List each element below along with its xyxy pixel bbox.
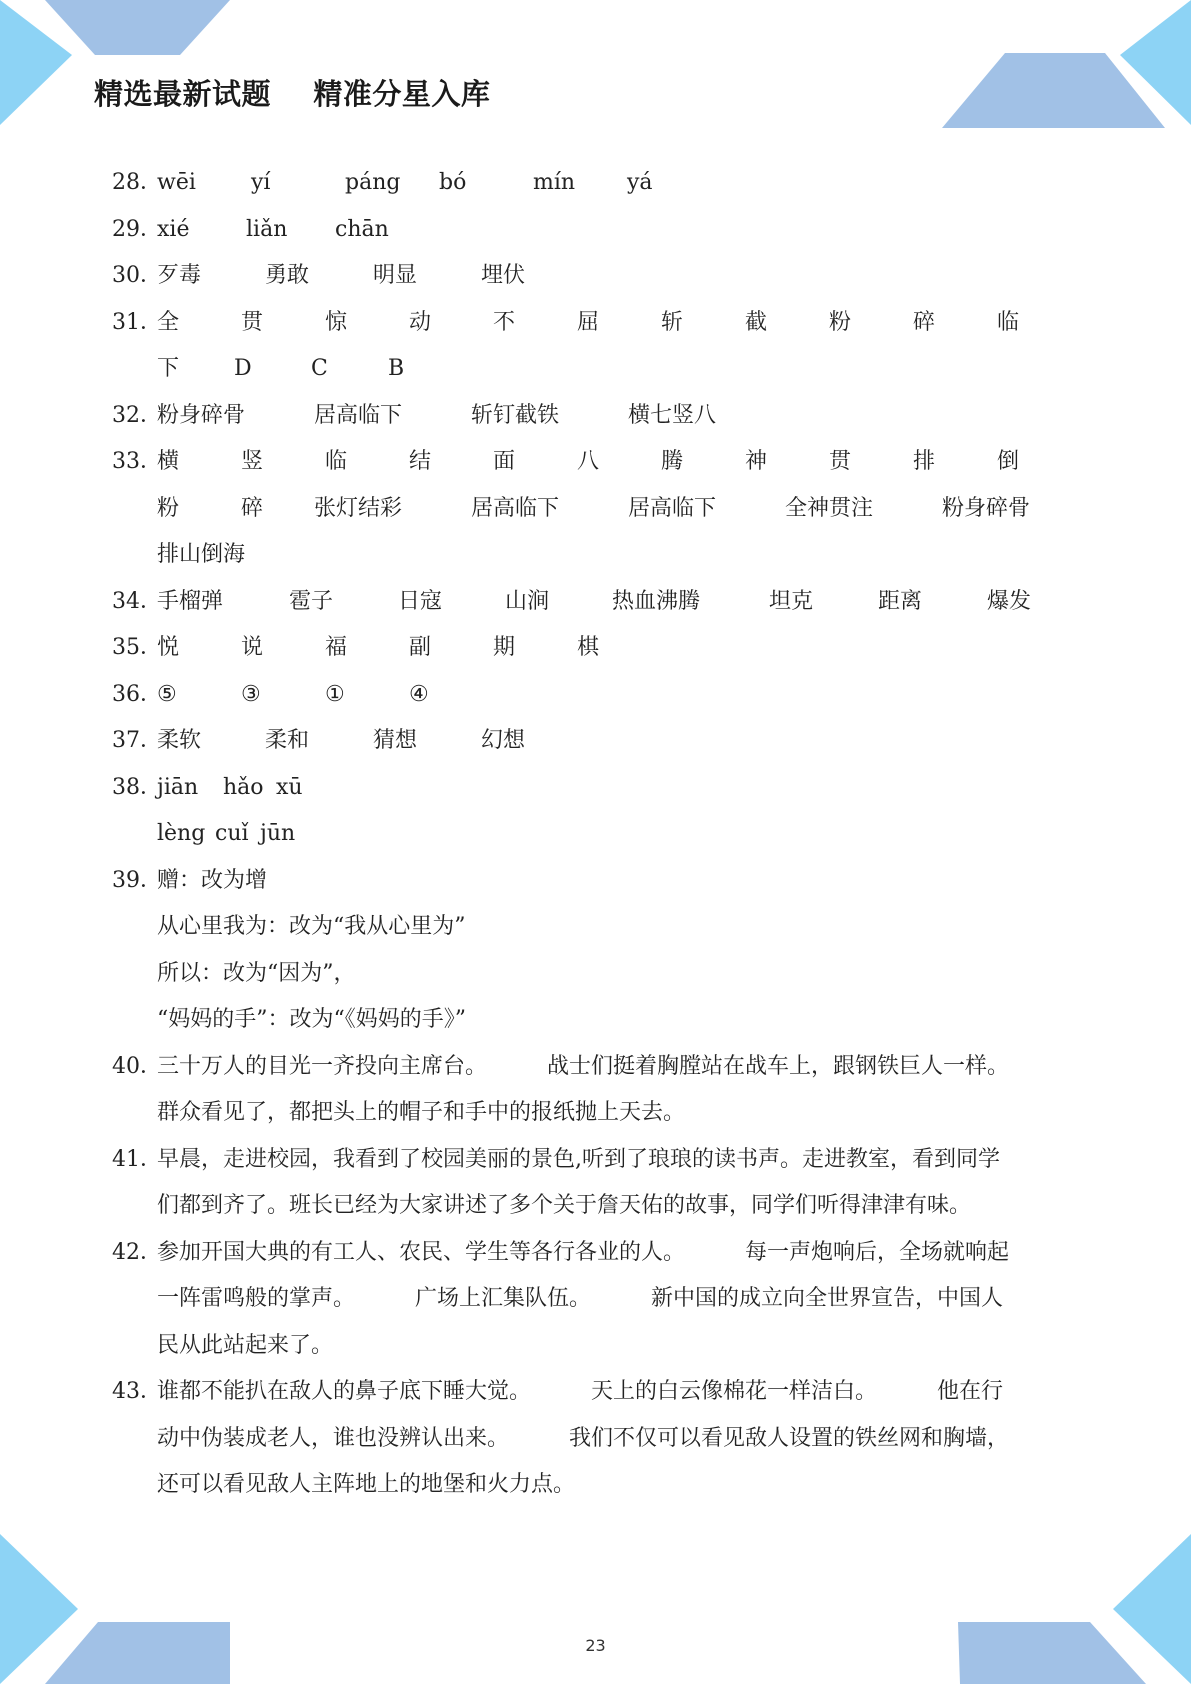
answer-cell: 贯 [241, 309, 264, 335]
answer-cell: 棋 [577, 635, 600, 660]
answer-cell: 斩 [661, 309, 684, 335]
answer-cell: mín [533, 170, 576, 195]
answer-cell: 竖 [241, 449, 264, 474]
answer-cell: 副 [409, 635, 432, 660]
answer-cell: 粉身碎骨 [942, 495, 1031, 521]
answer-item [112, 1230, 1092, 1370]
top-left-corner-triangle [0, 0, 72, 125]
answer-cell: 埋伏 [481, 263, 526, 288]
answer-cell: 山涧 [505, 588, 550, 614]
answer-cell: 不 [493, 309, 516, 335]
answer-cell: 手榴弹 [157, 588, 224, 614]
answer-sentence: 他在行 [937, 1379, 1004, 1404]
answer-cell: 腾 [661, 449, 684, 474]
answer-cell: 惊 [325, 309, 348, 335]
answer-row [157, 346, 1092, 393]
answer-row [157, 439, 1092, 486]
footer-decoration [0, 1534, 1191, 1684]
item-number: 37． [112, 728, 162, 753]
item-number: 31． [112, 309, 162, 335]
answer-item [112, 1137, 1092, 1230]
answer-cell: 横 [157, 449, 180, 474]
answer-item [112, 625, 1092, 672]
answer-cell: 居高临下 [314, 402, 403, 428]
answer-item [112, 300, 1092, 393]
answer-cell: 猜想 [373, 728, 418, 753]
answer-cell: hǎo [223, 774, 264, 800]
item-number: 40． [112, 1053, 162, 1079]
answer-line [157, 1462, 1092, 1509]
answer-cell: yá [627, 170, 653, 195]
answer-line [157, 1044, 1092, 1091]
answer-sentence: 新中国的成立向全世界宣告，中国人 [651, 1286, 1004, 1311]
answer-sentence: 群众看见了，都把头上的帽子和手中的报纸抛上天去。 [157, 1100, 686, 1125]
answer-cell: 幻想 [481, 728, 526, 753]
answer-cell: 临 [325, 449, 348, 474]
answer-cell: 雹子 [289, 588, 334, 614]
answer-cell: 粉身碎骨 [157, 402, 246, 428]
answer-cell: 说 [241, 635, 264, 660]
answer-line [157, 1276, 1092, 1323]
answer-cell: 倒 [997, 449, 1020, 474]
answer-line [157, 1090, 1092, 1137]
answer-row [157, 160, 1092, 207]
answer-sentence: 广场上汇集队伍。 [415, 1286, 592, 1311]
answer-row [157, 532, 1092, 579]
answer-cell: ③ [241, 681, 261, 707]
item-number: 42． [112, 1239, 162, 1265]
top-left-trapezoid [45, 0, 230, 55]
answer-cell: 面 [493, 449, 516, 474]
answer-sentence: 三十万人的目光一齐投向主席台。 [157, 1053, 488, 1079]
item-number: 36． [112, 681, 162, 707]
answer-item [112, 1044, 1092, 1137]
answer-row [157, 765, 1092, 812]
answer-item [112, 393, 1092, 440]
answer-cell: yí [251, 170, 271, 195]
answer-line [157, 1323, 1092, 1370]
answer-row [157, 253, 1092, 300]
answer-cell: liǎn [246, 216, 288, 242]
answer-cell: bó [439, 170, 467, 195]
answer-cell: 屈 [577, 309, 600, 335]
answer-line [157, 997, 1092, 1044]
answer-cell: B [388, 356, 405, 381]
header-decoration [0, 0, 1191, 140]
answer-item [112, 579, 1092, 626]
item-number: 33． [112, 449, 162, 474]
answer-row [157, 579, 1092, 626]
answer-item [112, 207, 1092, 254]
item-number: 32． [112, 402, 162, 428]
answer-line [157, 1416, 1092, 1463]
answer-cell: 歹毒 [157, 263, 202, 288]
answer-cell: 热血沸腾 [612, 588, 701, 614]
item-number: 28． [112, 170, 162, 195]
answer-item [112, 765, 1092, 858]
answer-cell: 勇敢 [265, 263, 310, 288]
item-number: 38． [112, 774, 162, 800]
answer-cell: 粉 [157, 495, 180, 521]
answer-item [112, 160, 1092, 207]
answer-cell: 神 [745, 449, 768, 474]
answer-cell: 粉 [829, 309, 852, 335]
answer-sentence: 所以：改为“因为”， [157, 960, 356, 986]
answer-cell: 期 [493, 635, 516, 660]
answer-sentence: 赠：改为增 [157, 867, 268, 893]
answer-cell: 全 [157, 309, 180, 335]
answer-cell: ① [325, 681, 345, 707]
answer-item [112, 439, 1092, 579]
item-number: 34． [112, 588, 162, 614]
answer-cell: ④ [409, 681, 429, 707]
answer-cell: lèng [157, 821, 206, 846]
item-number: 30． [112, 263, 162, 288]
answer-cell: 距离 [878, 588, 923, 614]
answer-row [157, 207, 1092, 254]
answer-cell: 悦 [157, 635, 180, 660]
answer-sentence: 动中伪装成老人，谁也没辨认出来。 [157, 1425, 510, 1451]
answer-sentence: 一阵雷鸣般的掌声。 [157, 1286, 356, 1311]
answer-sentence: 谁都不能扒在敌人的鼻子底下睡大觉。 [157, 1379, 532, 1404]
answer-cell: 日寇 [398, 588, 443, 614]
answer-cell: 八 [577, 449, 600, 474]
answer-cell: 明显 [373, 263, 418, 288]
item-number: 43． [112, 1379, 162, 1404]
answer-cell: 碎 [241, 495, 264, 521]
answer-row [157, 393, 1092, 440]
answer-sentence: 从心里我为：改为“我从心里为” [157, 914, 466, 939]
answer-row [157, 672, 1092, 719]
answer-line [157, 1369, 1092, 1416]
answer-cell: 柔和 [265, 728, 310, 753]
answer-cell: C [311, 356, 328, 381]
answer-cell: D [234, 356, 252, 381]
answer-cell: 柔软 [157, 728, 202, 753]
answer-row [157, 718, 1092, 765]
answer-sentence: 们都到齐了。班长已经为大家讲述了多个关于詹天佑的故事，同学们听得津津有味。 [157, 1193, 972, 1218]
answer-cell: 贯 [829, 449, 852, 474]
answer-cell: 张灯结彩 [314, 495, 403, 521]
answer-line [157, 1230, 1092, 1277]
answer-line [157, 951, 1092, 998]
answer-cell: cuǐ [215, 821, 249, 846]
answer-line [157, 858, 1092, 905]
answer-cell: ⑤ [157, 681, 177, 707]
answer-sentence: “妈妈的手”：改为“《妈妈的手》” [157, 1007, 466, 1032]
item-number: 39． [112, 867, 162, 893]
answer-cell: 福 [325, 635, 348, 660]
answer-cell: 坦克 [769, 588, 814, 614]
answer-cell: jiān [157, 774, 199, 800]
answer-cell: 横七竖八 [628, 402, 717, 428]
answer-sentence: 参加开国大典的有工人、农民、学生等各行各业的人。 [157, 1239, 686, 1265]
answer-cell: 爆发 [987, 588, 1032, 614]
answer-list [112, 160, 1092, 1509]
answer-cell: jūn [260, 821, 296, 846]
header-title: 精选最新试题 精准分星入库 [94, 77, 491, 111]
answer-item [112, 718, 1092, 765]
item-number: 29． [112, 216, 162, 242]
answer-cell: 碎 [913, 309, 936, 335]
answer-cell: 居高临下 [628, 495, 717, 521]
answer-cell: 居高临下 [471, 495, 560, 521]
answer-line [157, 1137, 1092, 1184]
answer-cell: wēi [157, 170, 196, 195]
answer-cell: 临 [997, 309, 1020, 335]
answer-item [112, 672, 1092, 719]
item-number: 35． [112, 635, 162, 660]
answer-sentence: 天上的白云像棉花一样洁白。 [591, 1379, 878, 1404]
answer-sentence: 每一声炮响后，全场就响起 [745, 1239, 1010, 1265]
answer-line [157, 904, 1092, 951]
answer-cell: 截 [745, 309, 768, 335]
answer-cell: 排 [913, 449, 936, 474]
answer-cell: xié [157, 216, 190, 242]
answer-sentence: 民从此站起来了。 [157, 1332, 334, 1358]
answer-item [112, 253, 1092, 300]
answer-row [157, 486, 1092, 533]
answer-row [157, 300, 1092, 347]
answer-cell: 全神贯注 [785, 495, 874, 521]
answer-row [157, 811, 1092, 858]
answer-item [112, 858, 1092, 1044]
answer-cell: chān [335, 216, 389, 242]
answer-item [112, 1369, 1092, 1509]
item-number: 41． [112, 1146, 162, 1172]
answer-cell: 排山倒海 [157, 542, 246, 567]
answer-row [157, 625, 1092, 672]
answer-sentence: 还可以看见敌人主阵地上的地堡和火力点。 [157, 1472, 576, 1497]
answer-line [157, 1183, 1092, 1230]
answer-sentence: 我们不仅可以看见敌人设置的铁丝网和胸墙， [569, 1425, 1010, 1451]
page-number: 23 [585, 1636, 606, 1655]
answer-cell: xū [276, 774, 303, 800]
answer-sentence: 早晨，走进校园，我看到了校园美丽的景色,听到了琅琅的读书声。走进教室，看到同学 [157, 1146, 1000, 1172]
answer-sentence: 战士们挺着胸膛站在战车上，跟钢铁巨人一样。 [547, 1053, 1010, 1079]
answer-cell: 下 [157, 356, 180, 381]
answer-cell: páng [345, 170, 401, 195]
answer-cell: 斩钉截铁 [471, 402, 560, 428]
answer-cell: 结 [409, 449, 432, 474]
answer-cell: 动 [409, 309, 432, 335]
